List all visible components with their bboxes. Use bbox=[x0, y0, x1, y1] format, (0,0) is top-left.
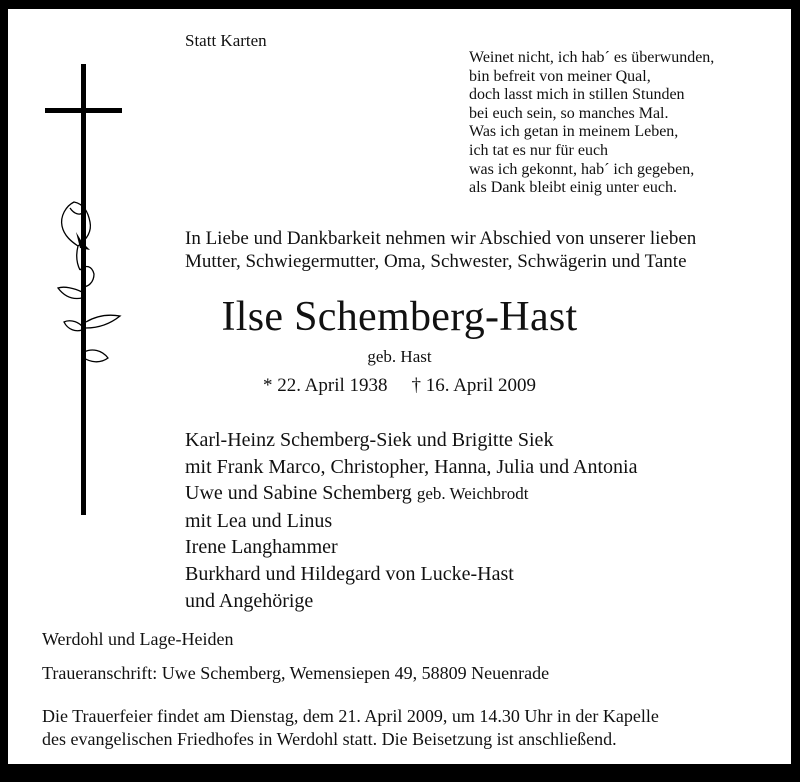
maiden-name: geb. Hast bbox=[367, 347, 432, 366]
mourner-line: und Angehörige bbox=[185, 589, 314, 612]
poem-line: Weinet nicht, ich hab´ es überwunden, bbox=[469, 49, 715, 66]
obituary-card bbox=[8, 9, 791, 764]
mourner-line: mit Lea und Linus bbox=[185, 509, 333, 532]
mourner-line: mit Frank Marco, Christopher, Hanna, Julia und Antonia bbox=[185, 455, 638, 478]
mourner-line: Burkhard und Hildegard von Lucke-Hast bbox=[185, 562, 514, 585]
deceased-name: Ilse Schemberg-Hast bbox=[221, 294, 578, 340]
intro-line: In Liebe und Dankbarkeit nehmen wir Abschied von unserer lieben bbox=[185, 228, 697, 249]
mourners-list bbox=[185, 427, 637, 614]
intro-line: Mutter, Schwiegermutter, Oma, Schwester, Schwägerin und Tante bbox=[185, 251, 687, 272]
place-line: Werdohl und Lage-Heiden bbox=[42, 629, 234, 649]
mourner-maiden-name: geb. Weichbrodt bbox=[416, 484, 529, 504]
cross-bar bbox=[45, 108, 122, 113]
death-date: † 16. April 2009 bbox=[411, 375, 537, 396]
mourner-line bbox=[185, 480, 637, 508]
intro-text bbox=[185, 227, 696, 273]
poem bbox=[469, 49, 714, 198]
birth-date: * 22. April 1938 bbox=[262, 375, 388, 396]
funeral-notice bbox=[42, 705, 659, 751]
life-dates bbox=[8, 375, 791, 397]
funeral-line: des evangelischen Friedhofes in Werdohl statt. Die Beisetzung ist anschließend. bbox=[42, 729, 617, 749]
poem-line: doch lasst mich in stillen Stunden bbox=[469, 86, 685, 104]
statt-karten: Statt Karten bbox=[185, 31, 267, 50]
mourner-name: Uwe und Sabine Schemberg bbox=[185, 482, 412, 505]
mourner-line: Irene Langhammer bbox=[185, 536, 338, 559]
mourning-address: Traueranschrift: Uwe Schemberg, Wemensiepen 49, 58809 Neuenrade bbox=[42, 663, 550, 683]
poem-line: ich tat es nur für euch bbox=[469, 141, 609, 159]
poem-line: Was ich getan in meinem Leben, bbox=[469, 123, 679, 141]
funeral-line: Die Trauerfeier findet am Dienstag, dem 21. April 2009, um 14.30 Uhr in der Kapelle bbox=[42, 706, 659, 726]
poem-line: was ich gekonnt, hab´ ich gegeben, bbox=[469, 160, 695, 178]
poem-line: bin befreit von meiner Qual, bbox=[469, 67, 651, 85]
poem-line: bei euch sein, so manches Mal. bbox=[469, 104, 669, 122]
poem-line: als Dank bleibt einig unter euch. bbox=[469, 179, 677, 197]
mourner-line: Karl-Heinz Schemberg-Siek und Brigitte Siek bbox=[185, 429, 554, 451]
